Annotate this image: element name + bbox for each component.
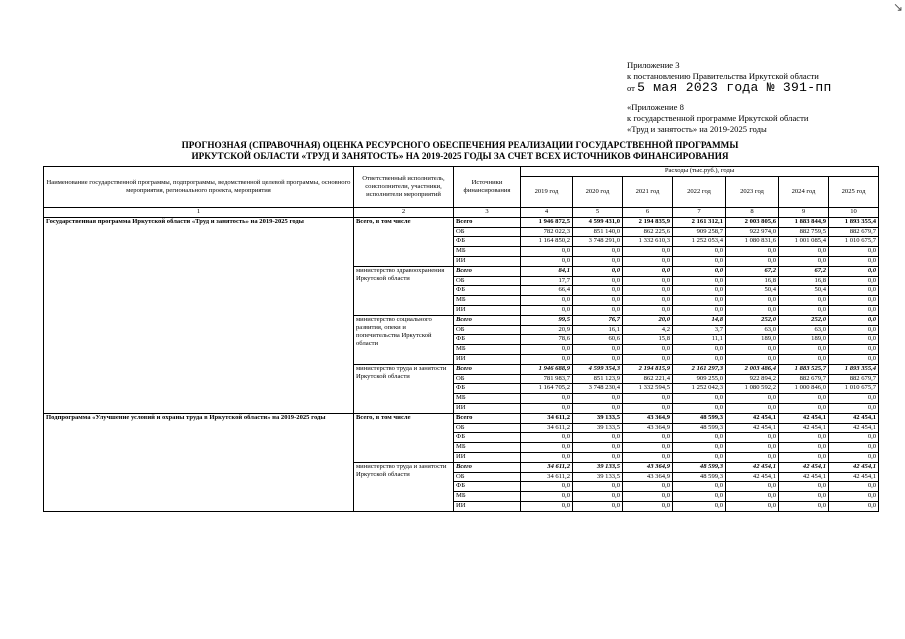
program-name-cell: Подпрограмма «Улучшение условий и охраны труда в Иркутской области» на 2019-2025 годы bbox=[44, 413, 354, 511]
value-cell: 189,0 bbox=[726, 335, 779, 345]
value-cell: 42 454,1 bbox=[829, 472, 879, 482]
title-line-1: ПРОГНОЗНАЯ (СПРАВОЧНАЯ) ОЦЕНКА РЕСУРСНОГО ОБЕСПЕЧЕНИЯ РЕАЛИЗАЦИИ ГОСУДАРСТВЕННОЙ ПРОГРАММЫ bbox=[181, 140, 739, 150]
value-cell: 34 611,2 bbox=[521, 462, 573, 472]
value-cell: 0,0 bbox=[521, 345, 573, 355]
column-number: 3 bbox=[454, 208, 521, 218]
source-cell: Всего bbox=[454, 266, 521, 276]
source-cell: ОБ bbox=[454, 374, 521, 384]
value-cell: 0,0 bbox=[573, 256, 623, 266]
value-cell: 48 599,3 bbox=[673, 423, 726, 433]
value-cell: 0,0 bbox=[829, 266, 879, 276]
value-cell: 0,0 bbox=[829, 345, 879, 355]
value-cell: 2 003 486,4 bbox=[726, 364, 779, 374]
value-cell: 0,0 bbox=[726, 247, 779, 257]
value-cell: 48 599,3 bbox=[673, 413, 726, 423]
value-cell: 1 000 846,0 bbox=[779, 384, 829, 394]
value-cell: 0,0 bbox=[829, 296, 879, 306]
value-cell: 0,0 bbox=[573, 433, 623, 443]
value-cell: 851 123,9 bbox=[573, 374, 623, 384]
value-cell: 0,0 bbox=[521, 452, 573, 462]
value-cell: 20,9 bbox=[521, 325, 573, 335]
value-cell: 0,0 bbox=[673, 276, 726, 286]
source-cell: МБ bbox=[454, 394, 521, 404]
value-cell: 14,8 bbox=[673, 315, 726, 325]
value-cell: 0,0 bbox=[673, 247, 726, 257]
value-cell: 0,0 bbox=[673, 354, 726, 364]
value-cell: 882 679,7 bbox=[829, 374, 879, 384]
header-name: Наименование государственной программы, подпрограммы, ведомственной целевой программы, основного мероприятия, регионального проекта, мероприятия bbox=[44, 167, 354, 208]
value-cell: 42 454,1 bbox=[829, 462, 879, 472]
value-cell: 0,0 bbox=[673, 403, 726, 413]
value-cell: 0,0 bbox=[573, 266, 623, 276]
annex-line: «Труд и занятость» на 2019-2025 годы bbox=[627, 124, 767, 134]
source-cell: ФБ bbox=[454, 286, 521, 296]
value-cell: 1 080 831,6 bbox=[726, 237, 779, 247]
value-cell: 0,0 bbox=[521, 296, 573, 306]
value-cell: 0,0 bbox=[726, 403, 779, 413]
value-cell: 862 221,4 bbox=[623, 374, 673, 384]
value-cell: 34 611,2 bbox=[521, 472, 573, 482]
value-cell: 16,1 bbox=[573, 325, 623, 335]
value-cell: 39 133,5 bbox=[573, 462, 623, 472]
value-cell: 39 133,5 bbox=[573, 472, 623, 482]
value-cell: 0,0 bbox=[829, 403, 879, 413]
value-cell: 0,0 bbox=[829, 354, 879, 364]
annex-header bbox=[627, 60, 832, 135]
value-cell: 0,0 bbox=[673, 296, 726, 306]
value-cell: 0,0 bbox=[673, 501, 726, 511]
column-number: 4 bbox=[521, 208, 573, 218]
value-cell: 63,0 bbox=[779, 325, 829, 335]
value-cell: 66,4 bbox=[521, 286, 573, 296]
value-cell: 2 003 805,6 bbox=[726, 217, 779, 227]
value-cell: 0,0 bbox=[779, 492, 829, 502]
value-cell: 0,0 bbox=[673, 266, 726, 276]
value-cell: 0,0 bbox=[521, 394, 573, 404]
annex-line: Приложение 3 bbox=[627, 60, 680, 70]
source-cell: ФБ bbox=[454, 237, 521, 247]
column-number: 2 bbox=[354, 208, 454, 218]
value-cell: 50,4 bbox=[779, 286, 829, 296]
value-cell: 1 252 053,4 bbox=[673, 237, 726, 247]
value-cell: 0,0 bbox=[573, 247, 623, 257]
annex-line: к государственной программе Иркутской области bbox=[627, 113, 809, 123]
value-cell: 0,0 bbox=[673, 305, 726, 315]
value-cell: 0,0 bbox=[623, 394, 673, 404]
source-cell: ИИ bbox=[454, 403, 521, 413]
value-cell: 0,0 bbox=[779, 354, 829, 364]
value-cell: 43 364,9 bbox=[623, 413, 673, 423]
responsible-cell: министерство здравоохранения Иркутской области bbox=[354, 266, 454, 315]
value-cell: 99,5 bbox=[521, 315, 573, 325]
source-cell: МБ bbox=[454, 345, 521, 355]
header-year: 2025 год bbox=[829, 176, 879, 207]
value-cell: 16,8 bbox=[726, 276, 779, 286]
source-cell: ОБ bbox=[454, 276, 521, 286]
value-cell: 39 133,5 bbox=[573, 413, 623, 423]
value-cell: 0,0 bbox=[829, 315, 879, 325]
value-cell: 42 454,1 bbox=[779, 472, 829, 482]
value-cell: 17,7 bbox=[521, 276, 573, 286]
source-cell: ОБ bbox=[454, 227, 521, 237]
value-cell: 0,0 bbox=[623, 354, 673, 364]
source-cell: Всего bbox=[454, 413, 521, 423]
value-cell: 0,0 bbox=[779, 452, 829, 462]
value-cell: 0,0 bbox=[521, 354, 573, 364]
value-cell: 0,0 bbox=[573, 394, 623, 404]
value-cell: 42 454,1 bbox=[829, 413, 879, 423]
value-cell: 0,0 bbox=[829, 325, 879, 335]
value-cell: 1 164 705,2 bbox=[521, 384, 573, 394]
header-expenses: Расходы (тыс.руб.), годы bbox=[521, 167, 879, 177]
value-cell: 0,0 bbox=[623, 443, 673, 453]
responsible-cell: Всего, в том числе bbox=[354, 217, 454, 266]
value-cell: 0,0 bbox=[623, 452, 673, 462]
column-number: 5 bbox=[573, 208, 623, 218]
value-cell: 39 133,5 bbox=[573, 423, 623, 433]
value-cell: 0,0 bbox=[673, 256, 726, 266]
value-cell: 67,2 bbox=[779, 266, 829, 276]
annex-line: к постановлению Правительства Иркутской области bbox=[627, 71, 819, 81]
value-cell: 0,0 bbox=[623, 482, 673, 492]
value-cell: 0,0 bbox=[829, 247, 879, 257]
value-cell: 43 364,9 bbox=[623, 423, 673, 433]
column-number: 10 bbox=[829, 208, 879, 218]
value-cell: 0,0 bbox=[829, 443, 879, 453]
source-cell: Всего bbox=[454, 315, 521, 325]
value-cell: 1 332 610,3 bbox=[623, 237, 673, 247]
value-cell: 1 010 675,7 bbox=[829, 384, 879, 394]
value-cell: 0,0 bbox=[779, 256, 829, 266]
value-cell: 0,0 bbox=[623, 403, 673, 413]
value-cell: 1 332 594,5 bbox=[623, 384, 673, 394]
value-cell: 0,0 bbox=[779, 394, 829, 404]
value-cell: 4 599 431,0 bbox=[573, 217, 623, 227]
value-cell: 76,7 bbox=[573, 315, 623, 325]
value-cell: 0,0 bbox=[673, 443, 726, 453]
value-cell: 20,0 bbox=[623, 315, 673, 325]
value-cell: 0,0 bbox=[829, 286, 879, 296]
value-cell: 0,0 bbox=[673, 482, 726, 492]
value-cell: 67,2 bbox=[726, 266, 779, 276]
value-cell: 84,1 bbox=[521, 266, 573, 276]
value-cell: 882 679,7 bbox=[829, 227, 879, 237]
value-cell: 34 611,2 bbox=[521, 413, 573, 423]
value-cell: 1 164 850,2 bbox=[521, 237, 573, 247]
value-cell: 43 364,9 bbox=[623, 472, 673, 482]
value-cell: 0,0 bbox=[521, 305, 573, 315]
value-cell: 1 080 592,2 bbox=[726, 384, 779, 394]
value-cell: 0,0 bbox=[779, 501, 829, 511]
value-cell: 42 454,1 bbox=[726, 472, 779, 482]
value-cell: 3 748 291,0 bbox=[573, 237, 623, 247]
responsible-cell: министерство труда и занятости Иркутской области bbox=[354, 462, 454, 511]
document-title bbox=[120, 140, 800, 162]
value-cell: 0,0 bbox=[726, 443, 779, 453]
value-cell: 0,0 bbox=[521, 433, 573, 443]
value-cell: 1 946 872,5 bbox=[521, 217, 573, 227]
value-cell: 922 974,0 bbox=[726, 227, 779, 237]
value-cell: 909 255,0 bbox=[673, 374, 726, 384]
table-row bbox=[44, 217, 879, 227]
value-cell: 0,0 bbox=[673, 345, 726, 355]
value-cell: 0,0 bbox=[829, 492, 879, 502]
value-cell: 0,0 bbox=[829, 433, 879, 443]
value-cell: 0,0 bbox=[829, 482, 879, 492]
value-cell: 0,0 bbox=[573, 345, 623, 355]
value-cell: 0,0 bbox=[623, 345, 673, 355]
value-cell: 0,0 bbox=[779, 403, 829, 413]
source-cell: ИИ bbox=[454, 501, 521, 511]
value-cell: 0,0 bbox=[573, 296, 623, 306]
value-cell: 1 893 355,4 bbox=[829, 364, 879, 374]
source-cell: ИИ bbox=[454, 305, 521, 315]
value-cell: 0,0 bbox=[829, 276, 879, 286]
header-year: 2023 год bbox=[726, 176, 779, 207]
value-cell: 63,0 bbox=[726, 325, 779, 335]
value-cell: 0,0 bbox=[829, 452, 879, 462]
value-cell: 0,0 bbox=[573, 286, 623, 296]
value-cell: 42 454,1 bbox=[726, 462, 779, 472]
value-cell: 43 364,9 bbox=[623, 462, 673, 472]
value-cell: 15,8 bbox=[623, 335, 673, 345]
value-cell: 922 894,2 bbox=[726, 374, 779, 384]
value-cell: 1 883 844,9 bbox=[779, 217, 829, 227]
source-cell: ИИ bbox=[454, 256, 521, 266]
value-cell: 0,0 bbox=[726, 433, 779, 443]
value-cell: 2 194 815,9 bbox=[623, 364, 673, 374]
value-cell: 0,0 bbox=[573, 492, 623, 502]
value-cell: 0,0 bbox=[623, 305, 673, 315]
value-cell: 1 893 355,4 bbox=[829, 217, 879, 227]
value-cell: 0,0 bbox=[623, 501, 673, 511]
value-cell: 78,6 bbox=[521, 335, 573, 345]
table-row bbox=[44, 413, 879, 423]
source-cell: ОБ bbox=[454, 325, 521, 335]
scan-corner-mark: ↘ bbox=[892, 0, 903, 14]
value-cell: 0,0 bbox=[829, 501, 879, 511]
value-cell: 42 454,1 bbox=[726, 413, 779, 423]
value-cell: 0,0 bbox=[829, 305, 879, 315]
value-cell: 0,0 bbox=[573, 482, 623, 492]
source-cell: ФБ bbox=[454, 335, 521, 345]
value-cell: 0,0 bbox=[829, 256, 879, 266]
column-number: 1 bbox=[44, 208, 354, 218]
value-cell: 0,0 bbox=[779, 443, 829, 453]
annex-date-handwritten: 5 мая 2023 года № 391-пп bbox=[637, 80, 832, 95]
source-cell: ОБ bbox=[454, 423, 521, 433]
value-cell: 0,0 bbox=[779, 345, 829, 355]
value-cell: 0,0 bbox=[623, 247, 673, 257]
value-cell: 0,0 bbox=[521, 247, 573, 257]
source-cell: ИИ bbox=[454, 452, 521, 462]
annex-date-line bbox=[627, 82, 832, 94]
source-cell: МБ bbox=[454, 443, 521, 453]
value-cell: 42 454,1 bbox=[779, 423, 829, 433]
value-cell: 42 454,1 bbox=[779, 413, 829, 423]
value-cell: 50,4 bbox=[726, 286, 779, 296]
value-cell: 1 946 688,9 bbox=[521, 364, 573, 374]
responsible-cell: Всего, в том числе bbox=[354, 413, 454, 462]
value-cell: 0,0 bbox=[573, 403, 623, 413]
source-cell: МБ bbox=[454, 492, 521, 502]
value-cell: 0,0 bbox=[623, 276, 673, 286]
value-cell: 0,0 bbox=[726, 305, 779, 315]
header-year: 2022 год bbox=[673, 176, 726, 207]
value-cell: 0,0 bbox=[726, 394, 779, 404]
value-cell: 0,0 bbox=[779, 305, 829, 315]
program-name-cell: Государственная программа Иркутской области «Труд и занятость» на 2019-2025 годы bbox=[44, 217, 354, 413]
value-cell: 2 161 297,3 bbox=[673, 364, 726, 374]
header-year: 2020 год bbox=[573, 176, 623, 207]
resource-table bbox=[43, 166, 879, 512]
value-cell: 0,0 bbox=[623, 266, 673, 276]
column-number: 7 bbox=[673, 208, 726, 218]
value-cell: 0,0 bbox=[673, 286, 726, 296]
value-cell: 0,0 bbox=[779, 482, 829, 492]
value-cell: 2 194 835,9 bbox=[623, 217, 673, 227]
annex-line: «Приложение 8 bbox=[627, 102, 684, 112]
value-cell: 0,0 bbox=[623, 492, 673, 502]
value-cell: 0,0 bbox=[829, 394, 879, 404]
value-cell: 0,0 bbox=[573, 354, 623, 364]
value-cell: 0,0 bbox=[726, 452, 779, 462]
value-cell: 0,0 bbox=[726, 296, 779, 306]
value-cell: 48 599,3 bbox=[673, 472, 726, 482]
value-cell: 0,0 bbox=[779, 433, 829, 443]
value-cell: 0,0 bbox=[623, 433, 673, 443]
value-cell: 0,0 bbox=[673, 492, 726, 502]
column-number: 8 bbox=[726, 208, 779, 218]
column-number: 9 bbox=[779, 208, 829, 218]
value-cell: 0,0 bbox=[521, 403, 573, 413]
value-cell: 34 611,2 bbox=[521, 423, 573, 433]
value-cell: 0,0 bbox=[573, 452, 623, 462]
value-cell: 252,0 bbox=[779, 315, 829, 325]
value-cell: 0,0 bbox=[521, 256, 573, 266]
source-cell: Всего bbox=[454, 364, 521, 374]
header-year: 2021 год bbox=[623, 176, 673, 207]
value-cell: 1 010 675,7 bbox=[829, 237, 879, 247]
value-cell: 1 001 085,4 bbox=[779, 237, 829, 247]
value-cell: 3,7 bbox=[673, 325, 726, 335]
value-cell: 3 748 230,4 bbox=[573, 384, 623, 394]
value-cell: 0,0 bbox=[521, 501, 573, 511]
value-cell: 1 252 042,3 bbox=[673, 384, 726, 394]
value-cell: 882 759,5 bbox=[779, 227, 829, 237]
value-cell: 0,0 bbox=[673, 394, 726, 404]
value-cell: 42 454,1 bbox=[726, 423, 779, 433]
value-cell: 0,0 bbox=[623, 286, 673, 296]
value-cell: 0,0 bbox=[726, 256, 779, 266]
source-cell: ИИ bbox=[454, 354, 521, 364]
column-number: 6 bbox=[623, 208, 673, 218]
value-cell: 60,6 bbox=[573, 335, 623, 345]
source-cell: ОБ bbox=[454, 472, 521, 482]
header-year: 2019 год bbox=[521, 176, 573, 207]
value-cell: 0,0 bbox=[726, 501, 779, 511]
value-cell: 252,0 bbox=[726, 315, 779, 325]
value-cell: 1 883 525,7 bbox=[779, 364, 829, 374]
value-cell: 0,0 bbox=[573, 305, 623, 315]
value-cell: 0,0 bbox=[521, 482, 573, 492]
source-cell: Всего bbox=[454, 462, 521, 472]
value-cell: 0,0 bbox=[726, 482, 779, 492]
value-cell: 42 454,1 bbox=[829, 423, 879, 433]
value-cell: 11,1 bbox=[673, 335, 726, 345]
value-cell: 0,0 bbox=[726, 492, 779, 502]
value-cell: 909 258,7 bbox=[673, 227, 726, 237]
value-cell: 0,0 bbox=[726, 345, 779, 355]
value-cell: 0,0 bbox=[726, 354, 779, 364]
responsible-cell: министерство социального развития, опеки и попечительства Иркутской области bbox=[354, 315, 454, 364]
value-cell: 2 161 312,1 bbox=[673, 217, 726, 227]
source-cell: ФБ bbox=[454, 482, 521, 492]
value-cell: 4,2 bbox=[623, 325, 673, 335]
value-cell: 851 140,0 bbox=[573, 227, 623, 237]
value-cell: 0,0 bbox=[521, 443, 573, 453]
source-cell: МБ bbox=[454, 247, 521, 257]
source-cell: ФБ bbox=[454, 433, 521, 443]
value-cell: 0,0 bbox=[673, 452, 726, 462]
value-cell: 0,0 bbox=[673, 433, 726, 443]
value-cell: 882 679,7 bbox=[779, 374, 829, 384]
value-cell: 16,8 bbox=[779, 276, 829, 286]
value-cell: 0,0 bbox=[573, 276, 623, 286]
value-cell: 42 454,1 bbox=[779, 462, 829, 472]
value-cell: 48 599,3 bbox=[673, 462, 726, 472]
source-cell: ФБ bbox=[454, 384, 521, 394]
header-year: 2024 год bbox=[779, 176, 829, 207]
source-cell: Всего bbox=[454, 217, 521, 227]
annex-date-prefix: от bbox=[627, 83, 635, 93]
source-cell: МБ bbox=[454, 296, 521, 306]
header-responsible: Ответственный исполнитель, соисполнители, участники, исполнители мероприятий bbox=[354, 167, 454, 208]
value-cell: 781 983,7 bbox=[521, 374, 573, 384]
value-cell: 0,0 bbox=[779, 296, 829, 306]
header-source: Источники финансирования bbox=[454, 167, 521, 208]
value-cell: 0,0 bbox=[829, 335, 879, 345]
value-cell: 0,0 bbox=[573, 443, 623, 453]
value-cell: 0,0 bbox=[779, 247, 829, 257]
value-cell: 0,0 bbox=[521, 492, 573, 502]
value-cell: 0,0 bbox=[573, 501, 623, 511]
value-cell: 862 225,6 bbox=[623, 227, 673, 237]
value-cell: 0,0 bbox=[623, 256, 673, 266]
value-cell: 0,0 bbox=[623, 296, 673, 306]
title-line-2: ИРКУТСКОЙ ОБЛАСТИ «ТРУД И ЗАНЯТОСТЬ» НА 2019-2025 ГОДЫ ЗА СЧЕТ ВСЕХ ИСТОЧНИКОВ ФИНАНСИРОВАНИЯ bbox=[191, 151, 729, 161]
value-cell: 4 599 354,3 bbox=[573, 364, 623, 374]
value-cell: 782 022,3 bbox=[521, 227, 573, 237]
responsible-cell: министерство труда и занятости Иркутской области bbox=[354, 364, 454, 413]
value-cell: 189,0 bbox=[779, 335, 829, 345]
